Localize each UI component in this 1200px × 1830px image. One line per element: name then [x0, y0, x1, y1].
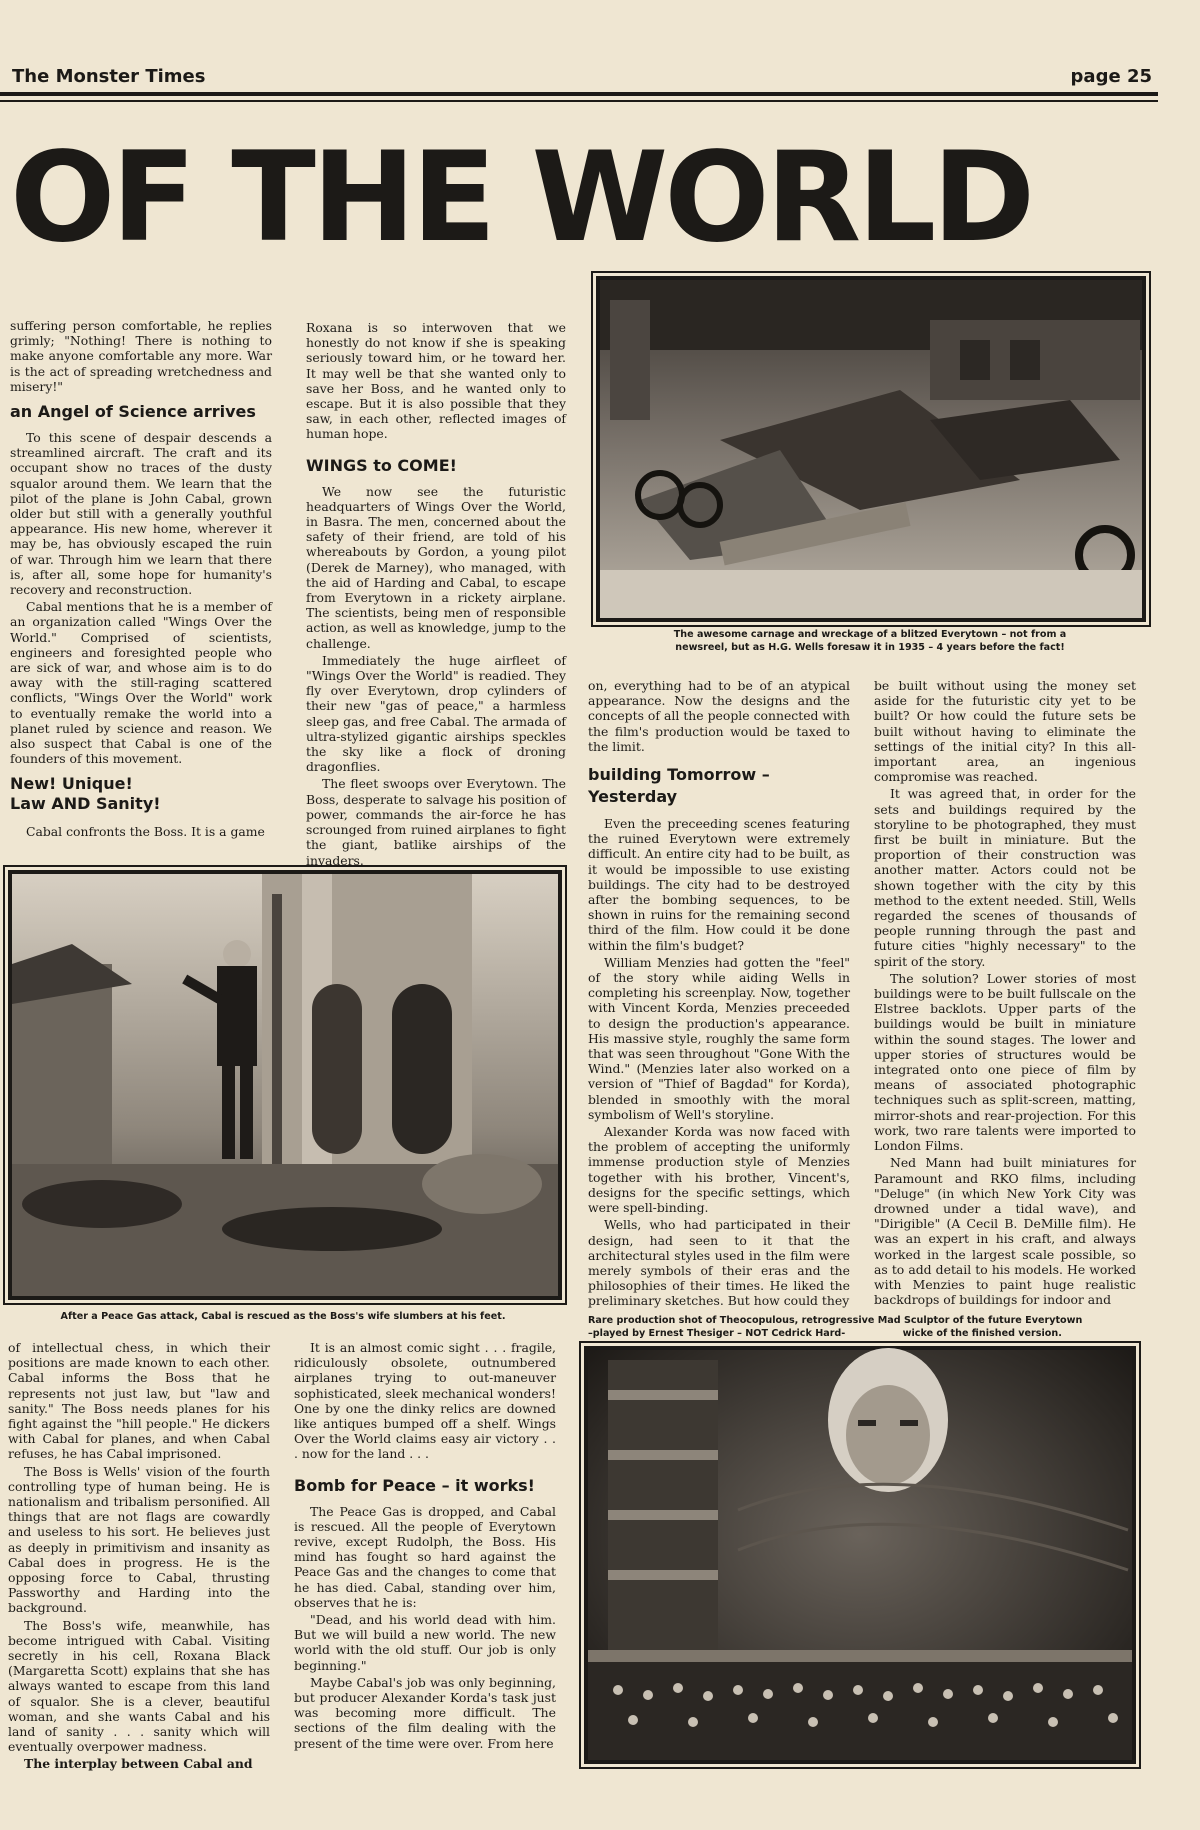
paragraph: William Menzies had gotten the "feel" of the story while aiding Wells in completing his screenplay. Now, together with Vincent Korda, Menzies preceeded to design the production's appearance. His massive style, roughly the same form that was seen throughout "Gone With the Wind." (Menzies later also worked on a version of "Thief of Bagdad" for Korda), blended in smoothly with the moral symbolism of Well's storyline.	[588, 954, 850, 1122]
paragraph: The fleet swoops over Everytown. The Boss, desperate to salvage his position of power, commands the air-force he has scrounged from ruined airplanes to fight the giant, batlike airships of the invaders.	[306, 776, 566, 868]
paragraph: The Boss is Wells' vision of the fourth controlling type of human being. He is nationalism and tribalism personified. All things that are not flags are cowardly and useless to his sort. He believes just as deeply in primitivism and insanity as Cabal does in progress. He is the opposing force to Cabal, thrusting Passworthy and Harding into the background.	[8, 1463, 270, 1616]
caption-line	[588, 1327, 1128, 1340]
subhead: an Angel of Science arrives	[10, 402, 256, 422]
subhead: WINGS to COME!	[306, 455, 457, 475]
paragraph: "Dead, and his world dead with him. But we will build a new world. The new world with the old stuff. Our job is only beginning."	[294, 1612, 556, 1673]
column-1-top	[10, 318, 272, 848]
paragraph: Ned Mann had built miniatures for Paramount and RKO films, including "Deluge" (in which New York City was drowned under a tidal wave), and "Dirigible" (A Cecil B. DeMille film). He was an expert in his craft, and always worked in the largest scale possible, so as to add detail to his models. He worked with Menzies to paint huge realistic backdrops of buildings for indoor and	[874, 1155, 1136, 1308]
headline: OF THE WORLD	[10, 126, 1032, 270]
column-2-bottom	[294, 1340, 556, 1768]
top-photo-caption	[610, 628, 1130, 654]
paragraph: To this scene of despair descends a streamlined aircraft. The craft and its occupant show no traces of the dusty squalor around them. We learn that the pilot of the plane is John Cabal, grown older but still with a generally youthful appearance. His new home, wherever it may be, has obviously escaped the ruin of war. Through him we learn that there is, after all, some hope for humanity's recovery and reconstruction.	[10, 430, 272, 598]
caption-line: Rare production shot of Theocopulous, retrogressive Mad Sculptor of the future Everytown	[588, 1315, 1083, 1326]
paragraph: The solution? Lower stories of most buildings were to be built fullscale on the Elstree backlots. Upper parts of the buildings would be built in miniature within the sound stages. The lower and upper stories of structures would be integrated onto one piece of film by means of associated photographic techniques such as split-screen, matting, mirror-shots and rear-projection. For this work, two rare talents were imported to London Films.	[874, 970, 1136, 1154]
subhead-line: New! Unique!	[10, 774, 133, 794]
paragraph: It is an almost comic sight . . . fragile, ridiculously obsolete, outnumbered airplanes trying to out-maneuver sophisticated, sleek mechanical wonders! One by one the dinky relics are downed like antiques bumped off a shelf. Wings Over the World claims easy air victory . . . now for the land . . .	[294, 1340, 557, 1462]
middle-photo-caption: After a Peace Gas attack, Cabal is rescued as the Boss's wife slumbers at his feet.	[60, 1311, 506, 1322]
caption-part: wicke of the finished version.	[902, 1328, 1062, 1339]
running-header	[12, 66, 1152, 87]
subhead	[588, 764, 850, 808]
paragraph: Wells, who had participated in their design, had seen to it that the architectural styles used in the film were merely symbols of their eras and the philosophies of their times. He liked the preliminary sketches. But how could they	[588, 1217, 850, 1309]
sculptor-photo-icon	[588, 1350, 1132, 1760]
sculptor-photo	[584, 1346, 1136, 1764]
publication-name: The Monster Times	[12, 66, 206, 87]
paragraph: The interplay between Cabal and	[24, 1756, 253, 1772]
paragraph: Cabal confronts the Boss. It is a game	[26, 824, 265, 840]
caption-line: newsreel, but as H.G. Wells foresaw it in 1935 – 4 years before the fact!	[675, 642, 1065, 653]
paragraph: Maybe Cabal's job was only beginning, but producer Alexander Korda's task just was becoming more difficult. The sections of the film dealing with the present of the time were over. From here	[294, 1674, 556, 1751]
column-3	[588, 678, 850, 1309]
paragraph: be built without using the money set aside for the futuristic city yet to be built? Or how could the future sets be built without having to eliminate the settings of the initial city? In this all-important area, an ingenious compromise was reached.	[874, 678, 1136, 785]
cabal-rescue-photo	[8, 870, 562, 1300]
bottom-photo-caption	[588, 1314, 1128, 1340]
subhead-line: building Tomorrow –	[588, 765, 770, 785]
subhead	[10, 774, 272, 814]
paragraph: It was agreed that, in order for the sets and buildings required by the storyline to be photographed, they must first be built in miniature. But the proportion of their construction was another matter. Actors could not be shown together with the city by this method to the extent needed. Still, Wells regarded the scenes of thousands of people running through the past and future cities "highly necessary" to the spirit of the story.	[874, 786, 1136, 969]
paragraph: on, everything had to be of an atypical appearance. Now the designs and the concepts of all the people connected with the film's production would be taxed to the limit.	[588, 678, 850, 754]
header-rule	[0, 92, 1158, 96]
paragraph: Roxana is so interwoven that we honestly do not know if she is speaking seriously toward him, or he toward her. It may well be that she wanted only to save her Boss, and he wanted only to escape. But it is also possible that they saw, in each other, reflected images of human hope.	[306, 320, 566, 442]
paragraph: The Peace Gas is dropped, and Cabal is rescued. All the people of Everytown revive, except Rudolph, the Boss. His mind has fought so hard against the Peace Gas and the changes to come that he has died. Cabal, standing over him, observes that he is:	[294, 1503, 556, 1610]
paragraph: Cabal mentions that he is a member of an organization called "Wings Over the World." Comprised of scientists, engineers and foresighted people who are sick of war, and whose aim is to do away with the still-raging scattered conflicts, "Wings Over the World" work to eventually remake the world into a planet ruled by science and reason. We also suspect that Cabal is one of the founders of this movement.	[10, 599, 272, 767]
paragraph: Immediately the huge airfleet of "Wings Over the World" is readied. They fly over Everytown, drop cylinders of their new "gas of peace," a harmless sleep gas, and free Cabal. The armada of ultra-stylized gigantic airships speckles the sky like a flock of droning dragonflies.	[306, 652, 566, 775]
subhead-line: Law AND Sanity!	[10, 794, 161, 814]
column-4	[874, 678, 1136, 1308]
caption-line: The awesome carnage and wreckage of a blitzed Everytown – not from a	[673, 629, 1067, 640]
wreckage-photo	[596, 276, 1146, 622]
paragraph: The Boss's wife, meanwhile, has become intrigued with Cabal. Visiting secretly in his cell, Roxana Black (Margaretta Scott) explains that she has always wanted to escape from this land of squalor. She is a clever, beautiful woman, and she wants Cabal and his land of sanity . . . sanity which will eventually overpower madness.	[8, 1617, 270, 1755]
subhead-line: Yesterday	[588, 787, 678, 807]
paragraph: Alexander Korda was now faced with the problem of accepting the uniformly immense production style of Menzies together with his brother, Vincent's, designs for the specific settings, which were spell-binding.	[588, 1124, 850, 1216]
paragraph: We now see the futuristic headquarters of Wings Over the World, in Basra. The men, concerned about the safety of their friend, are told of his whereabouts by Gordon, a young pilot (Derek de Marney), who managed, with the aid of Harding and Cabal, to escape from Everytown in a rickety airplane. The scientists, being men of responsible action, as well as knowledge, jump to the challenge.	[306, 483, 566, 651]
subhead: Bomb for Peace – it works!	[294, 1475, 535, 1495]
wreckage-photo-icon	[600, 280, 1142, 618]
paragraph: Even the preceeding scenes featuring the ruined Everytown were extremely difficult. An entire city had to be built, as it would be impossible to use existing buildings. The city had to be destroyed after the bombing sequences, to be shown in ruins for the remaining second third of the film. How could it be done within the film's budget?	[588, 816, 850, 953]
column-2-top	[306, 320, 566, 868]
header-rule-thin	[0, 100, 1158, 102]
column-1-bottom	[8, 1340, 270, 1772]
paragraph: suffering person comfortable, he replies grimly; "Nothing! There is nothing to make anyone comfortable any more. War is the act of spreading wretchedness and misery!"	[10, 318, 272, 394]
paragraph: of intellectual chess, in which their positions are made known to each other. Cabal informs the Boss that he represents not just law, but "law and sanity." The Boss needs planes for his fight against the "hill people." He dickers with Cabal for planes, and when Cabal refuses, he has Cabal imprisoned.	[8, 1340, 270, 1462]
caption-part: –played by Ernest Thesiger – NOT Cedrick Hard-	[588, 1328, 846, 1339]
page-number: page 25	[1070, 66, 1152, 87]
cabal-rescue-photo-icon	[12, 874, 558, 1296]
